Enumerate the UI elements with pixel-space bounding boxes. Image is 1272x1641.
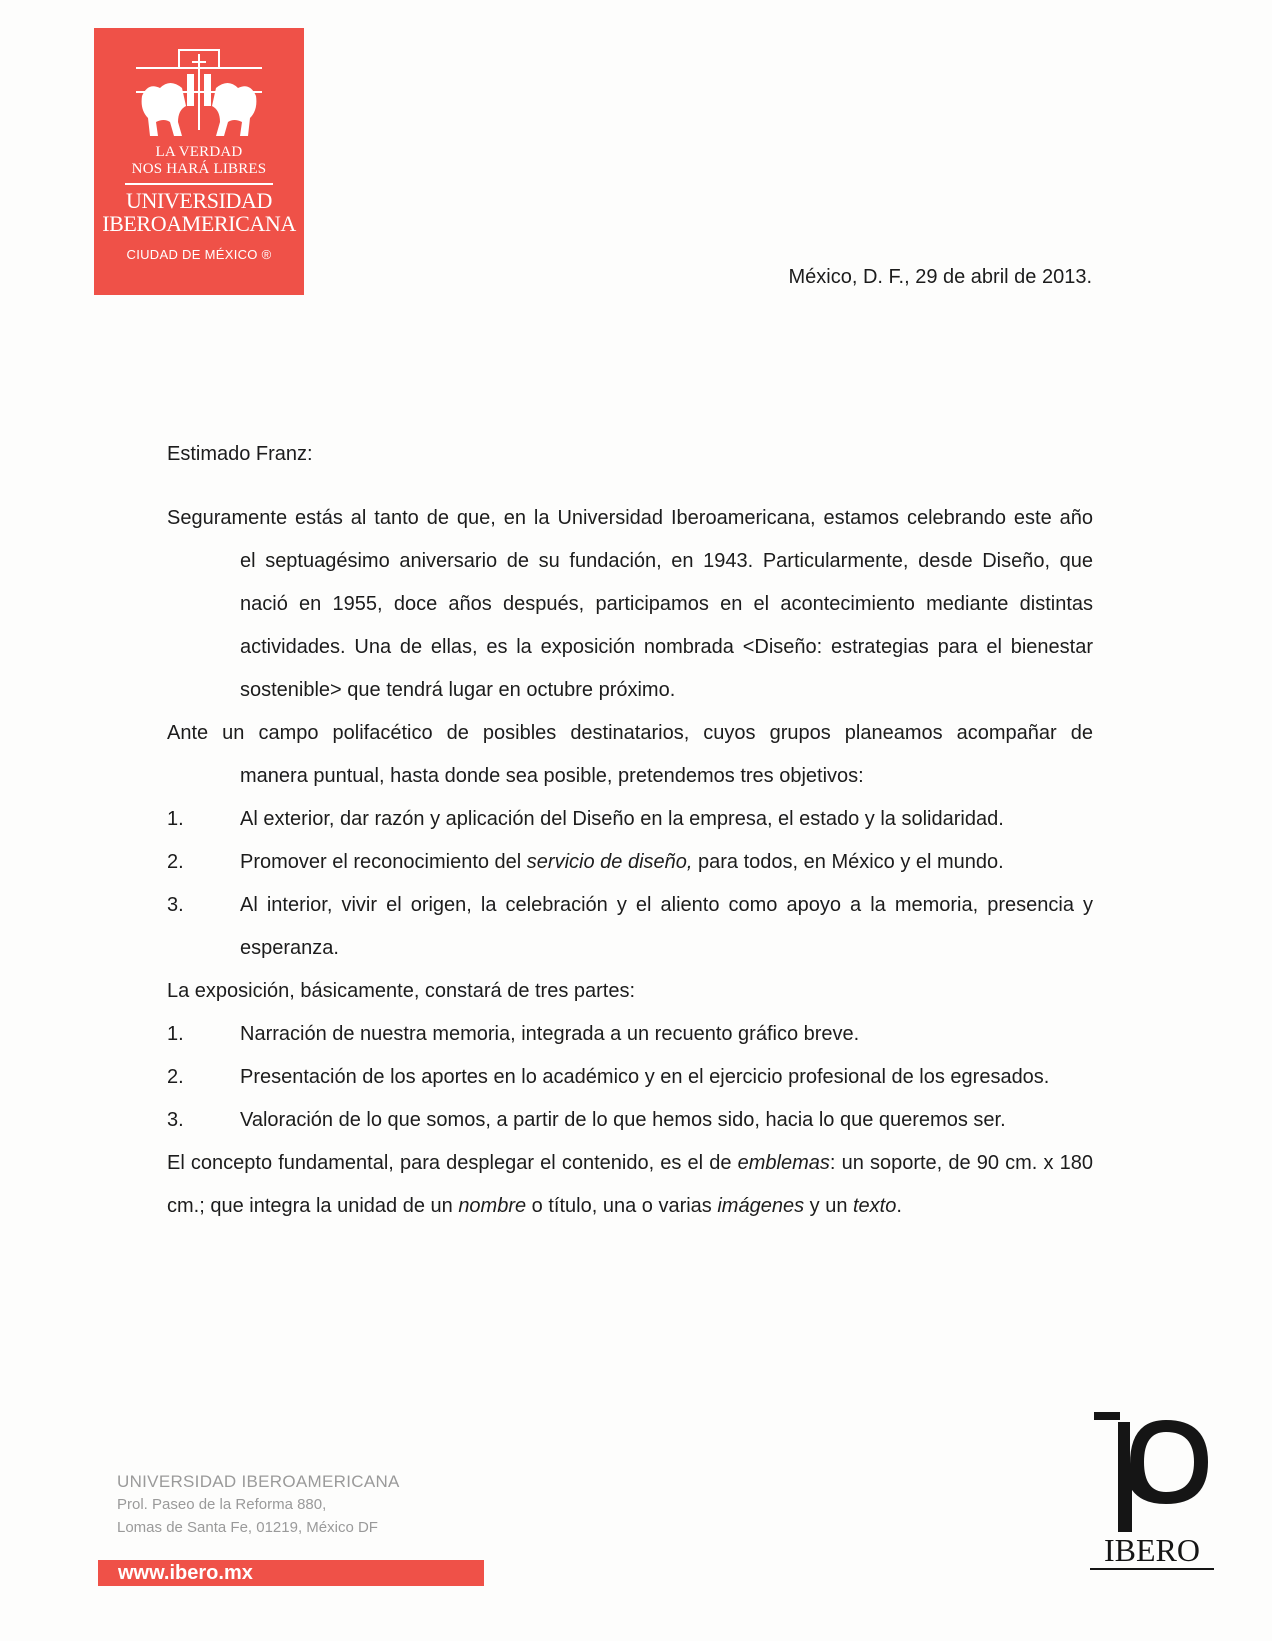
objectives-list <box>167 798 1093 970</box>
emphasis-service: servicio de diseño, <box>526 851 693 873</box>
paragraph-concept <box>167 1142 1093 1228</box>
list-number: 3. <box>167 1109 184 1131</box>
university-logo <box>94 28 304 295</box>
footer-address <box>117 1470 400 1539</box>
list-text <box>240 841 1093 884</box>
concept-text: y un <box>804 1195 853 1217</box>
university-name-line-1: UNIVERSIDAD <box>126 187 272 213</box>
motto-line-1: LA VERDAD <box>155 144 243 160</box>
list-text-part: para todos, en México y el mundo. <box>692 851 1004 873</box>
list-text-part: Promover el reconocimiento del <box>240 851 527 873</box>
paragraph-intro <box>167 497 1093 712</box>
paragraph-objectives-intro <box>167 712 1093 798</box>
concept-text: : un soporte, de 90 cm. x 180 cm.; que integra la unidad de un <box>167 1152 1093 1217</box>
list-text: Al exterior, dar razón y aplicación del Diseño en la empresa, el estado y la solidaridad. <box>240 808 1004 830</box>
list-number: 3. <box>167 894 184 916</box>
list-number: 2. <box>167 851 184 873</box>
list-number: 2. <box>167 1066 184 1088</box>
list-item <box>167 841 1093 884</box>
logo-city: CIUDAD DE MÉXICO ® <box>126 246 272 262</box>
emphasis-emblemas: emblemas <box>737 1152 830 1174</box>
motto <box>94 144 304 178</box>
website-link[interactable]: www.ibero.mx <box>98 1560 484 1586</box>
list-text: Valoración de lo que somos, a partir de lo que hemos sido, hacia lo que queremos ser. <box>240 1109 1006 1131</box>
list-text: Narración de nuestra memoria, integrada a un recuento gráfico breve. <box>240 1023 860 1045</box>
footer-address-line-2: Lomas de Santa Fe, 01219, México DF <box>117 1519 378 1536</box>
emphasis-texto: texto <box>853 1195 897 1217</box>
ibero-label: IBERO <box>1090 1532 1214 1570</box>
motto-line-2: NOS HARÁ LIBRES <box>131 161 267 177</box>
university-name-line-2: IBEROAMERICANA <box>102 210 296 236</box>
paragraph-intro-first-line: Seguramente estás al tanto de que, en la Universidad Iberoamericana, estamos celebrando este año <box>167 507 1093 529</box>
list-item <box>167 1013 1093 1056</box>
list-text: Presentación de los aportes en lo académico y en el ejercicio profesional de los egresados. <box>240 1066 1050 1088</box>
list-item <box>167 798 1093 841</box>
paragraph-objectives-rest: manera puntual, hasta donde sea posible, pretendemos tres objetivos: <box>240 765 864 787</box>
logo-divider <box>125 183 273 185</box>
list-text: Al interior, vivir el origen, la celebración y el aliento como apoyo a la memoria, presencia y esperanza. <box>240 894 1093 959</box>
coat-of-arms-icon <box>134 48 264 140</box>
list-item <box>167 1099 1093 1142</box>
concept-text: o título, una o varias <box>526 1195 718 1217</box>
parts-list <box>167 1013 1093 1142</box>
emphasis-nombre: nombre <box>458 1195 527 1217</box>
list-item <box>167 884 1093 970</box>
paragraph-objectives-first-line: Ante un campo polifacético de posibles destinatarios, cuyos grupos planeamos acompañar de <box>167 722 1093 744</box>
concept-text: El concepto fundamental, para desplegar el contenido, es el de <box>167 1152 738 1174</box>
paragraph-parts-intro: La exposición, básicamente, constará de tres partes: <box>167 980 636 1002</box>
list-number: 1. <box>167 808 184 830</box>
university-name <box>94 189 304 235</box>
footer-address-line-1: Prol. Paseo de la Reforma 880, <box>117 1496 327 1513</box>
list-number: 1. <box>167 1023 184 1045</box>
concept-text: . <box>896 1195 902 1217</box>
letter-body <box>167 433 1093 1228</box>
paragraph-intro-rest: el septuagésimo aniversario de su fundación, en 1943. Particularmente, desde Diseño, que nació en 1955, doce años después, participamos en el acontecimiento mediante distintas actividades. Una de ellas, es la exposición nombrada <Diseño: estrategias para el bienestar sostenible> que tendrá lugar en octubre próximo. <box>240 550 1093 701</box>
list-item <box>167 1056 1093 1099</box>
emphasis-imagenes: imágenes <box>717 1195 805 1217</box>
footer-university-name: UNIVERSIDAD IBEROAMERICANA <box>117 1472 400 1491</box>
greeting: Estimado Franz: <box>167 443 313 465</box>
letter-date: México, D. F., 29 de abril de 2013. <box>788 266 1092 288</box>
